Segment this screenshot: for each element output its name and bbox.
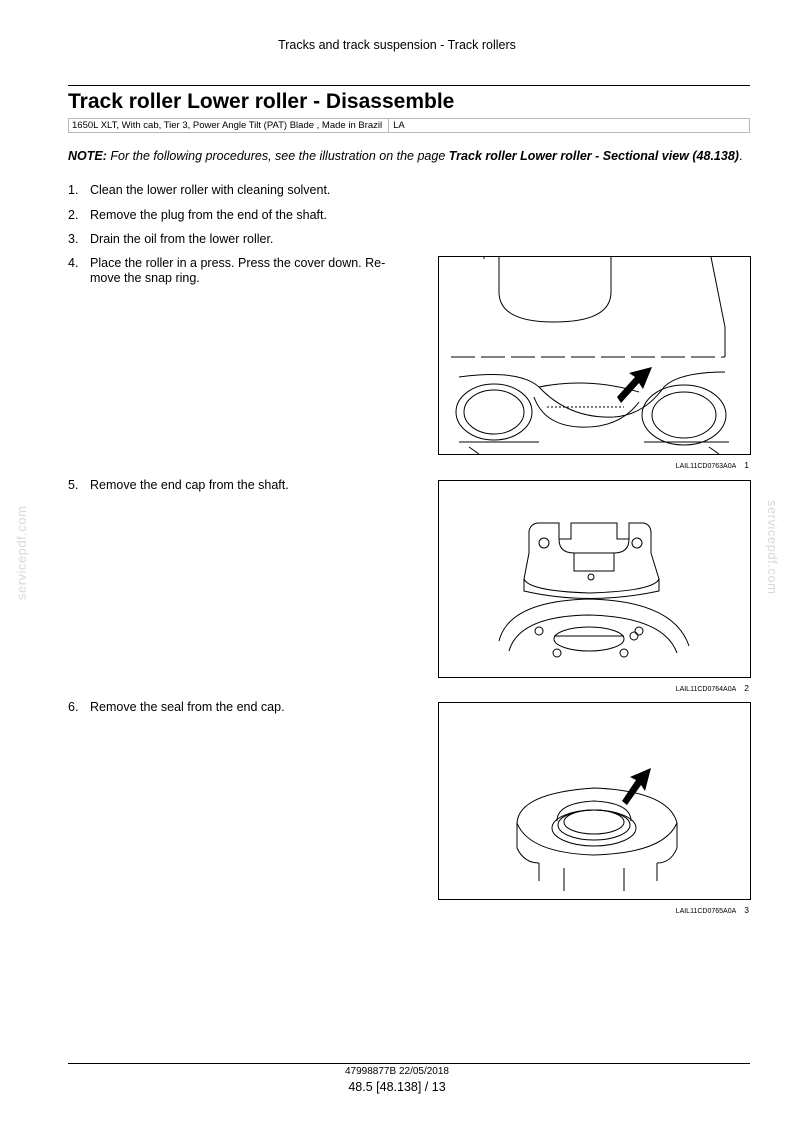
end-cap-drawing [439,481,750,677]
step-text: Place the roller in a press. Press the cover down. Re-move the snap ring. [90,256,386,285]
step-number: 1. [68,183,79,197]
running-header: Tracks and track suspension - Track rollers [278,38,516,52]
figure-code: LAIL11CD0765A0A [675,908,737,915]
step-text: Remove the seal from the end cap. [90,700,285,714]
step-4 [68,256,413,286]
step-6 [68,700,285,715]
step-number: 2. [68,208,79,222]
figure-2-caption [438,683,749,693]
step-number: 3. [68,232,79,246]
figure-3-caption [438,905,749,915]
header-rule [68,85,750,86]
figure-code: LAIL11CD0763A0A [675,463,737,470]
footer-rule [68,1063,750,1064]
step-2 [68,208,327,223]
step-number: 6. [68,700,79,714]
watermark-right: servicepdf.com [765,500,780,595]
figure-number: 3 [744,905,749,915]
step-number: 5. [68,478,79,492]
note-paragraph [68,149,750,164]
figure-3-illustration [438,702,751,900]
figure-code: LAIL11CD0764A0A [675,686,737,693]
step-number: 4. [68,256,79,270]
seal-drawing [439,703,750,899]
step-text: Drain the oil from the lower roller. [90,232,274,246]
pointer-arrow-icon [617,367,652,403]
pointer-arrow-icon [622,768,651,805]
applicability-model: 1650L XLT, With cab, Tier 3, Power Angle Tilt (PAT) Blade , Made in Brazil [69,119,389,132]
note-label: NOTE: [68,149,107,163]
step-text: Clean the lower roller with cleaning solvent. [90,183,331,197]
page-number: 48.5 [48.138] / 13 [348,1080,446,1094]
watermark-left: servicepdf.com [14,505,29,600]
figure-1-illustration [438,256,751,455]
roller-press-drawing [439,257,750,454]
note-end: . [738,149,743,163]
applicability-bar [68,118,750,133]
step-3 [68,232,273,247]
step-text: Remove the plug from the end of the shaft. [90,208,327,222]
note-link[interactable]: Track roller Lower roller - Sectional view (48.138) [448,149,739,163]
figure-2-illustration [438,480,751,678]
figure-number: 1 [744,460,749,470]
step-5 [68,478,289,493]
step-text: Remove the end cap from the shaft. [90,478,289,492]
applicability-region: LA [393,120,405,131]
note-text: For the following procedures, see the illustration on the page [106,149,449,163]
figure-number: 2 [744,683,749,693]
step-1 [68,183,330,198]
document-id: 47998877B 22/05/2018 [345,1066,449,1077]
page-title: Track roller Lower roller - Disassemble [68,90,455,113]
figure-1-caption [438,460,749,470]
